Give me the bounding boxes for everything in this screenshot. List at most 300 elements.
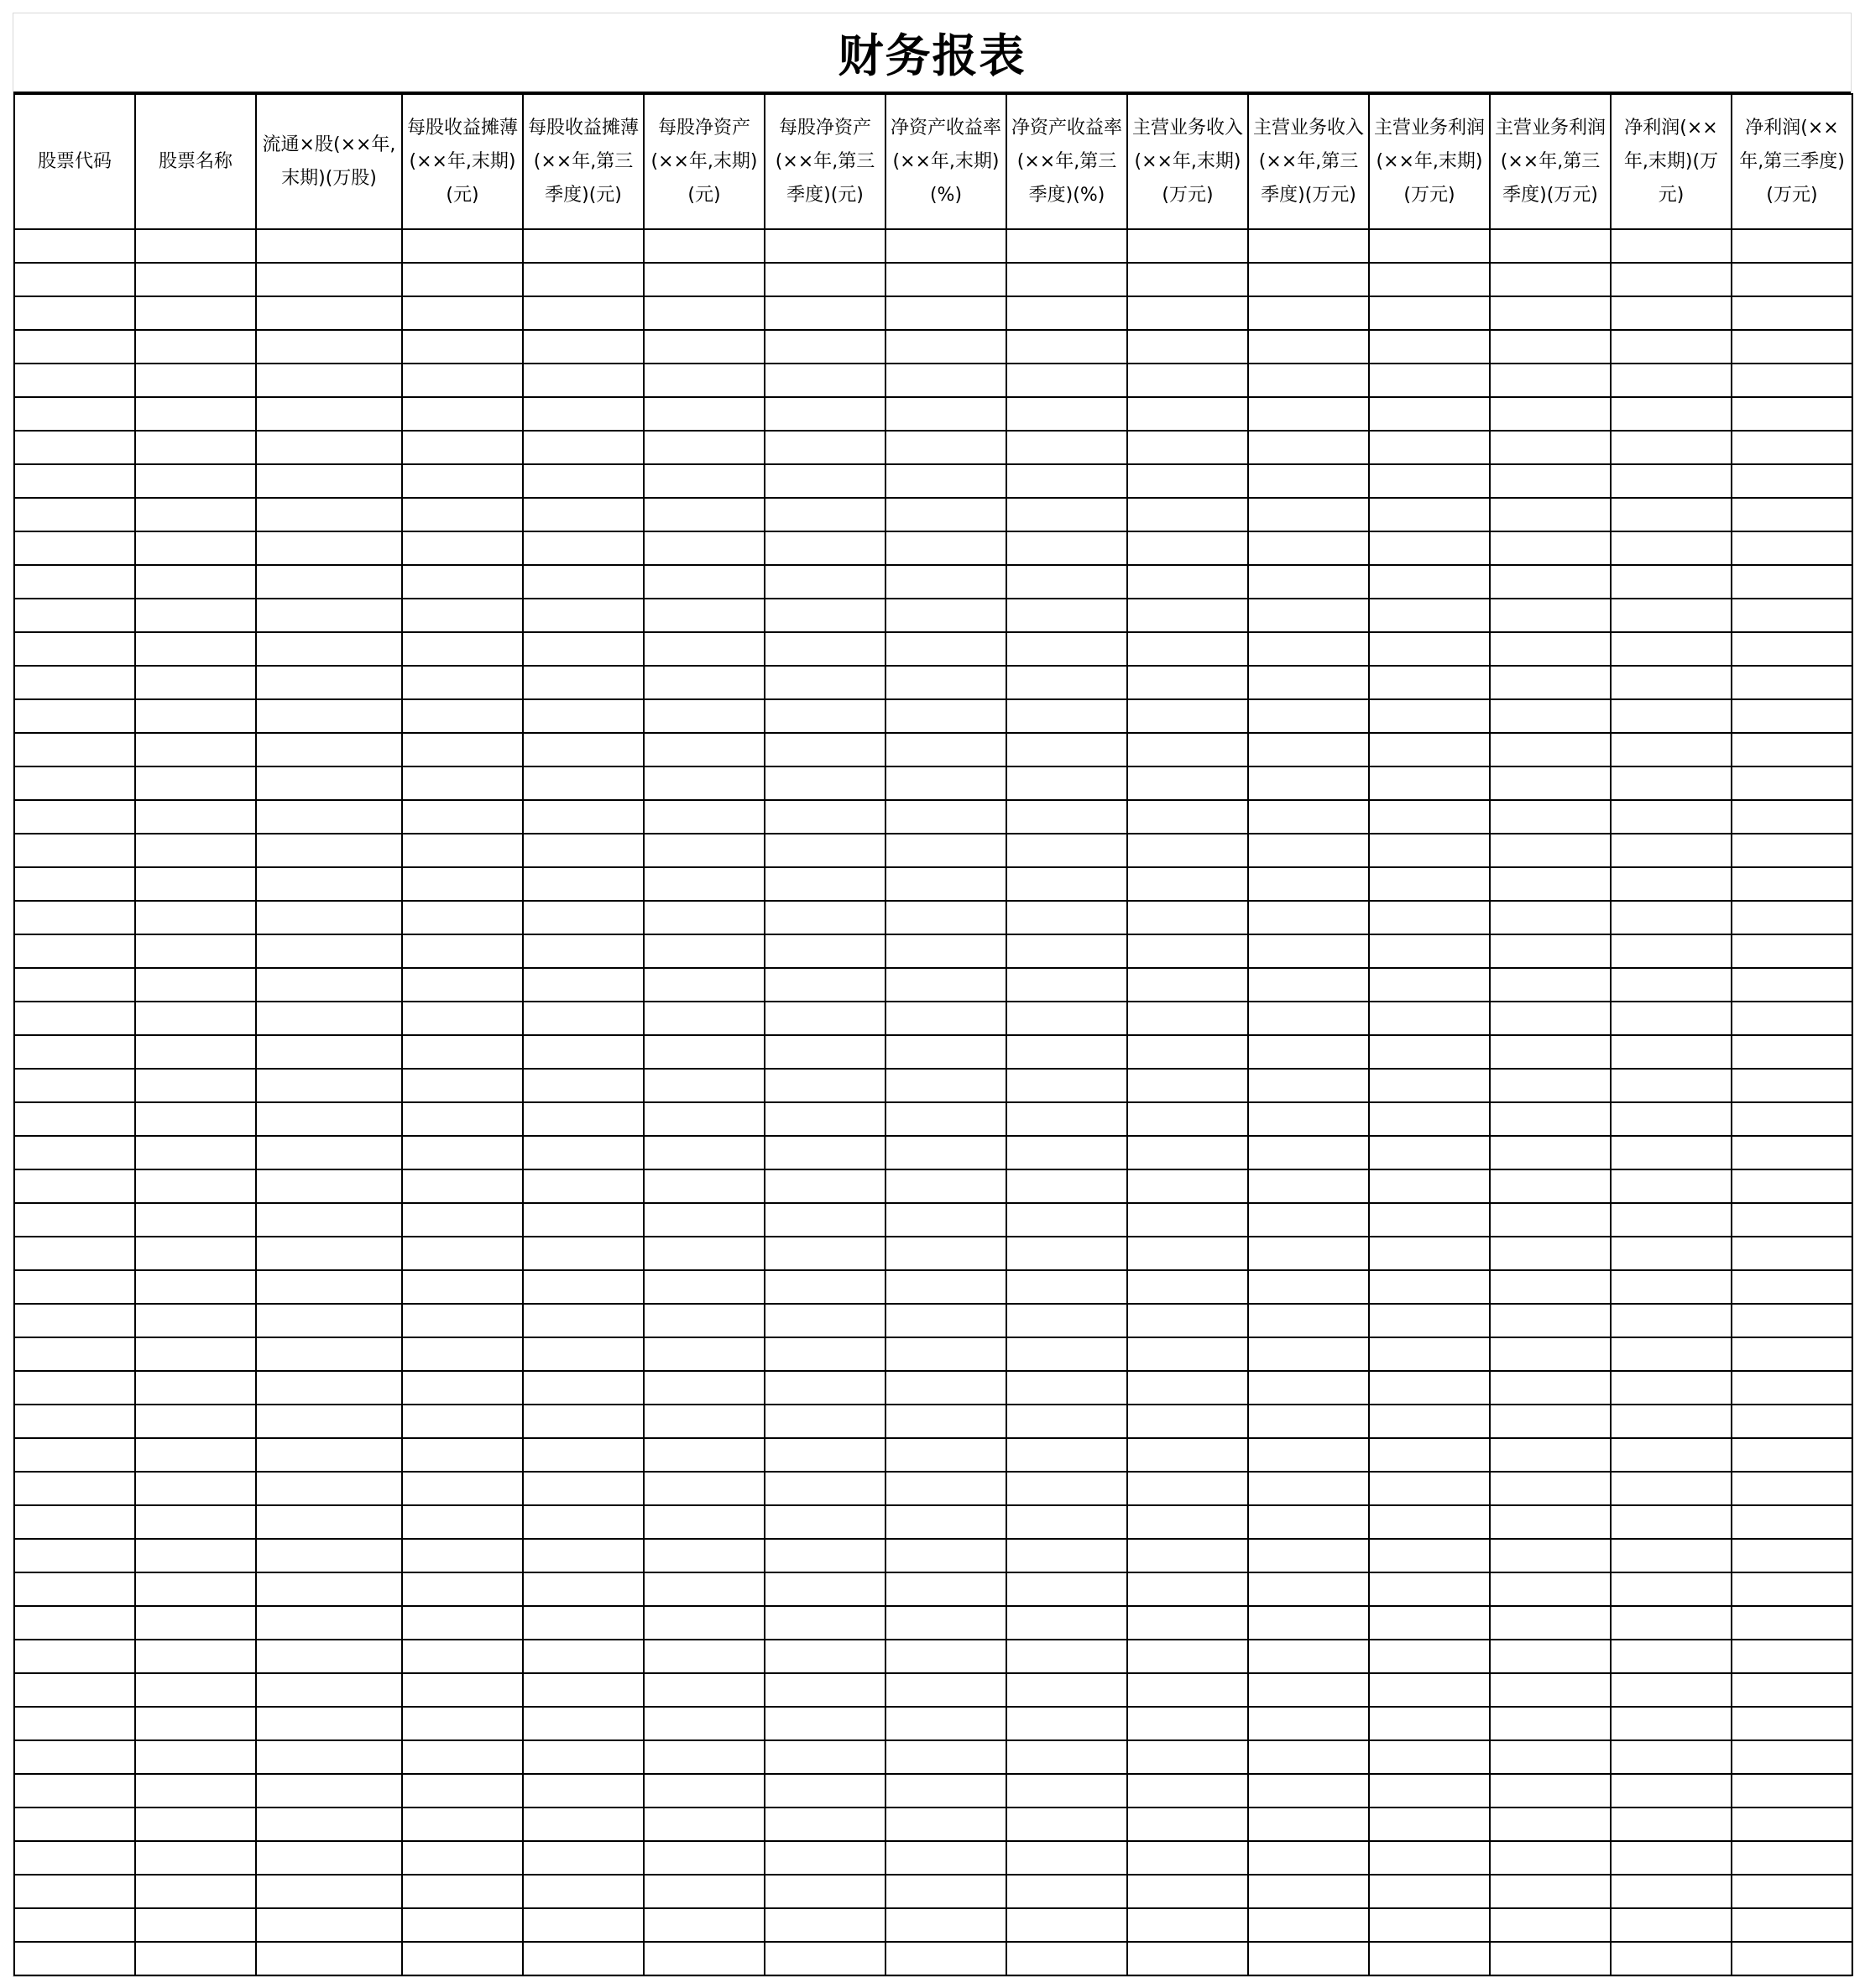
table-cell[interactable]: [1127, 968, 1248, 1002]
table-cell[interactable]: [1248, 901, 1369, 934]
table-cell[interactable]: [1369, 1841, 1490, 1875]
table-cell[interactable]: [14, 1740, 135, 1774]
table-cell[interactable]: [1127, 867, 1248, 901]
table-cell[interactable]: [1248, 1572, 1369, 1606]
table-cell[interactable]: [1248, 565, 1369, 599]
table-cell[interactable]: [1611, 330, 1732, 364]
table-cell[interactable]: [402, 1673, 523, 1707]
table-cell[interactable]: [644, 229, 765, 263]
table-cell[interactable]: [523, 699, 644, 733]
table-cell[interactable]: [402, 498, 523, 531]
table-cell[interactable]: [14, 1841, 135, 1875]
table-cell[interactable]: [885, 296, 1006, 330]
table-cell[interactable]: [1611, 1505, 1732, 1539]
table-cell[interactable]: [256, 1270, 402, 1304]
table-cell[interactable]: [1611, 1539, 1732, 1572]
table-cell[interactable]: [135, 733, 256, 766]
table-cell[interactable]: [135, 1337, 256, 1371]
table-cell[interactable]: [1006, 1069, 1127, 1102]
table-cell[interactable]: [135, 1035, 256, 1069]
table-cell[interactable]: [523, 1740, 644, 1774]
table-cell[interactable]: [402, 1875, 523, 1908]
table-cell[interactable]: [1732, 1572, 1852, 1606]
table-cell[interactable]: [1732, 1606, 1852, 1640]
table-cell[interactable]: [256, 263, 402, 296]
table-cell[interactable]: [14, 330, 135, 364]
table-cell[interactable]: [402, 1438, 523, 1472]
table-cell[interactable]: [14, 1774, 135, 1808]
table-cell[interactable]: [1369, 1169, 1490, 1203]
table-cell[interactable]: [1490, 1270, 1611, 1304]
table-cell[interactable]: [1490, 1740, 1611, 1774]
table-cell[interactable]: [1490, 800, 1611, 834]
table-cell[interactable]: [135, 1640, 256, 1673]
table-cell[interactable]: [1611, 733, 1732, 766]
table-cell[interactable]: [523, 901, 644, 934]
table-cell[interactable]: [1369, 733, 1490, 766]
table-cell[interactable]: [1248, 263, 1369, 296]
table-cell[interactable]: [1248, 1069, 1369, 1102]
table-cell[interactable]: [885, 1035, 1006, 1069]
table-cell[interactable]: [1248, 229, 1369, 263]
table-cell[interactable]: [1490, 834, 1611, 867]
table-cell[interactable]: [885, 1640, 1006, 1673]
table-cell[interactable]: [1732, 1438, 1852, 1472]
table-cell[interactable]: [14, 565, 135, 599]
table-cell[interactable]: [1732, 565, 1852, 599]
table-cell[interactable]: [885, 968, 1006, 1002]
table-cell[interactable]: [256, 934, 402, 968]
table-cell[interactable]: [256, 431, 402, 464]
table-cell[interactable]: [256, 464, 402, 498]
table-cell[interactable]: [402, 901, 523, 934]
table-cell[interactable]: [765, 1539, 885, 1572]
table-cell[interactable]: [644, 834, 765, 867]
table-cell[interactable]: [1248, 1035, 1369, 1069]
table-cell[interactable]: [644, 1337, 765, 1371]
table-cell[interactable]: [523, 1841, 644, 1875]
table-cell[interactable]: [1732, 498, 1852, 531]
table-cell[interactable]: [1490, 1472, 1611, 1505]
table-cell[interactable]: [256, 1337, 402, 1371]
table-cell[interactable]: [256, 1673, 402, 1707]
table-cell[interactable]: [1006, 263, 1127, 296]
table-cell[interactable]: [1732, 1707, 1852, 1740]
table-cell[interactable]: [885, 1942, 1006, 1975]
table-cell[interactable]: [644, 1069, 765, 1102]
table-cell[interactable]: [885, 1505, 1006, 1539]
table-cell[interactable]: [523, 1203, 644, 1237]
table-cell[interactable]: [1127, 1203, 1248, 1237]
table-cell[interactable]: [135, 1841, 256, 1875]
table-cell[interactable]: [1127, 1640, 1248, 1673]
table-cell[interactable]: [1611, 800, 1732, 834]
table-cell[interactable]: [1732, 1136, 1852, 1169]
table-cell[interactable]: [1369, 901, 1490, 934]
table-cell[interactable]: [1248, 1740, 1369, 1774]
table-cell[interactable]: [1248, 1237, 1369, 1270]
table-cell[interactable]: [135, 1572, 256, 1606]
table-cell[interactable]: [1611, 397, 1732, 431]
table-cell[interactable]: [1006, 968, 1127, 1002]
table-cell[interactable]: [885, 666, 1006, 699]
table-cell[interactable]: [256, 1808, 402, 1841]
table-cell[interactable]: [402, 1337, 523, 1371]
table-cell[interactable]: [135, 1270, 256, 1304]
table-cell[interactable]: [1732, 766, 1852, 800]
table-cell[interactable]: [135, 531, 256, 565]
table-cell[interactable]: [14, 1069, 135, 1102]
table-cell[interactable]: [14, 296, 135, 330]
table-cell[interactable]: [523, 1908, 644, 1942]
table-cell[interactable]: [1369, 330, 1490, 364]
table-cell[interactable]: [1127, 1505, 1248, 1539]
table-cell[interactable]: [402, 800, 523, 834]
table-cell[interactable]: [523, 330, 644, 364]
table-cell[interactable]: [765, 1035, 885, 1069]
table-cell[interactable]: [256, 364, 402, 397]
table-cell[interactable]: [14, 1405, 135, 1438]
table-cell[interactable]: [644, 1673, 765, 1707]
table-cell[interactable]: [1248, 1808, 1369, 1841]
table-cell[interactable]: [1732, 397, 1852, 431]
table-cell[interactable]: [1611, 1774, 1732, 1808]
table-cell[interactable]: [1248, 834, 1369, 867]
table-cell[interactable]: [1490, 1572, 1611, 1606]
table-cell[interactable]: [523, 1606, 644, 1640]
table-cell[interactable]: [1006, 1002, 1127, 1035]
table-cell[interactable]: [644, 1136, 765, 1169]
table-cell[interactable]: [14, 531, 135, 565]
table-cell[interactable]: [1369, 1908, 1490, 1942]
table-cell[interactable]: [644, 1371, 765, 1405]
table-cell[interactable]: [885, 1707, 1006, 1740]
table-cell[interactable]: [644, 666, 765, 699]
table-cell[interactable]: [1127, 1438, 1248, 1472]
table-cell[interactable]: [1732, 330, 1852, 364]
table-cell[interactable]: [765, 1908, 885, 1942]
table-cell[interactable]: [256, 1572, 402, 1606]
table-cell[interactable]: [765, 1841, 885, 1875]
table-cell[interactable]: [1369, 867, 1490, 901]
table-cell[interactable]: [644, 1304, 765, 1337]
table-cell[interactable]: [14, 901, 135, 934]
table-cell[interactable]: [1006, 364, 1127, 397]
table-cell[interactable]: [135, 934, 256, 968]
table-cell[interactable]: [885, 1438, 1006, 1472]
table-cell[interactable]: [765, 666, 885, 699]
table-cell[interactable]: [1248, 1405, 1369, 1438]
table-cell[interactable]: [1732, 531, 1852, 565]
table-cell[interactable]: [14, 1640, 135, 1673]
table-cell[interactable]: [1248, 1002, 1369, 1035]
table-cell[interactable]: [1127, 1740, 1248, 1774]
table-cell[interactable]: [1006, 1908, 1127, 1942]
table-cell[interactable]: [644, 1169, 765, 1203]
table-cell[interactable]: [523, 766, 644, 800]
table-cell[interactable]: [885, 364, 1006, 397]
table-cell[interactable]: [1611, 431, 1732, 464]
table-cell[interactable]: [1732, 364, 1852, 397]
table-cell[interactable]: [1732, 1908, 1852, 1942]
table-cell[interactable]: [765, 498, 885, 531]
table-cell[interactable]: [135, 1203, 256, 1237]
table-cell[interactable]: [1006, 229, 1127, 263]
table-cell[interactable]: [14, 934, 135, 968]
table-cell[interactable]: [402, 1136, 523, 1169]
table-cell[interactable]: [765, 1102, 885, 1136]
table-cell[interactable]: [1490, 1640, 1611, 1673]
table-cell[interactable]: [135, 1169, 256, 1203]
table-cell[interactable]: [644, 1472, 765, 1505]
table-cell[interactable]: [1006, 397, 1127, 431]
table-cell[interactable]: [14, 733, 135, 766]
table-cell[interactable]: [765, 330, 885, 364]
table-cell[interactable]: [885, 1908, 1006, 1942]
table-cell[interactable]: [885, 901, 1006, 934]
table-cell[interactable]: [1611, 901, 1732, 934]
table-cell[interactable]: [523, 1405, 644, 1438]
table-cell[interactable]: [765, 1875, 885, 1908]
table-cell[interactable]: [256, 1875, 402, 1908]
table-cell[interactable]: [1369, 1740, 1490, 1774]
table-cell[interactable]: [1732, 1539, 1852, 1572]
table-cell[interactable]: [14, 968, 135, 1002]
table-cell[interactable]: [523, 1640, 644, 1673]
table-cell[interactable]: [256, 1774, 402, 1808]
table-cell[interactable]: [14, 834, 135, 867]
table-cell[interactable]: [765, 1270, 885, 1304]
table-cell[interactable]: [14, 1169, 135, 1203]
table-cell[interactable]: [1248, 1606, 1369, 1640]
table-cell[interactable]: [1248, 330, 1369, 364]
table-cell[interactable]: [1732, 1740, 1852, 1774]
table-cell[interactable]: [256, 1640, 402, 1673]
table-cell[interactable]: [765, 1405, 885, 1438]
table-cell[interactable]: [644, 901, 765, 934]
table-cell[interactable]: [1248, 1942, 1369, 1975]
table-cell[interactable]: [402, 1203, 523, 1237]
table-cell[interactable]: [1611, 867, 1732, 901]
table-cell[interactable]: [1490, 1942, 1611, 1975]
table-cell[interactable]: [885, 1102, 1006, 1136]
table-cell[interactable]: [765, 1169, 885, 1203]
table-cell[interactable]: [1611, 1337, 1732, 1371]
table-cell[interactable]: [1732, 1405, 1852, 1438]
table-cell[interactable]: [644, 1572, 765, 1606]
table-cell[interactable]: [1127, 1572, 1248, 1606]
table-cell[interactable]: [14, 397, 135, 431]
table-cell[interactable]: [1732, 464, 1852, 498]
table-cell[interactable]: [1369, 1572, 1490, 1606]
table-cell[interactable]: [1490, 1405, 1611, 1438]
table-cell[interactable]: [1490, 1069, 1611, 1102]
table-cell[interactable]: [135, 1673, 256, 1707]
table-cell[interactable]: [402, 1572, 523, 1606]
table-cell[interactable]: [256, 565, 402, 599]
table-cell[interactable]: [135, 834, 256, 867]
table-cell[interactable]: [1006, 1304, 1127, 1337]
table-cell[interactable]: [1248, 1102, 1369, 1136]
table-cell[interactable]: [135, 599, 256, 632]
table-cell[interactable]: [644, 599, 765, 632]
table-cell[interactable]: [1611, 565, 1732, 599]
table-cell[interactable]: [256, 1505, 402, 1539]
table-cell[interactable]: [1127, 1673, 1248, 1707]
table-cell[interactable]: [1732, 901, 1852, 934]
table-cell[interactable]: [402, 1270, 523, 1304]
table-cell[interactable]: [1248, 968, 1369, 1002]
table-cell[interactable]: [1732, 1875, 1852, 1908]
table-cell[interactable]: [523, 1505, 644, 1539]
table-cell[interactable]: [402, 431, 523, 464]
table-cell[interactable]: [765, 1002, 885, 1035]
table-cell[interactable]: [885, 1405, 1006, 1438]
table-cell[interactable]: [402, 1002, 523, 1035]
table-cell[interactable]: [256, 330, 402, 364]
table-cell[interactable]: [1006, 1707, 1127, 1740]
table-cell[interactable]: [135, 565, 256, 599]
table-cell[interactable]: [1490, 364, 1611, 397]
table-cell[interactable]: [644, 1808, 765, 1841]
table-cell[interactable]: [402, 666, 523, 699]
table-cell[interactable]: [135, 1740, 256, 1774]
table-cell[interactable]: [1369, 397, 1490, 431]
table-cell[interactable]: [256, 1942, 402, 1975]
table-cell[interactable]: [1732, 1270, 1852, 1304]
table-cell[interactable]: [1611, 1875, 1732, 1908]
table-cell[interactable]: [135, 1875, 256, 1908]
table-cell[interactable]: [1611, 1237, 1732, 1270]
table-cell[interactable]: [1127, 431, 1248, 464]
table-cell[interactable]: [885, 1270, 1006, 1304]
table-cell[interactable]: [765, 1438, 885, 1472]
table-cell[interactable]: [1732, 968, 1852, 1002]
table-cell[interactable]: [1248, 397, 1369, 431]
table-cell[interactable]: [1127, 1539, 1248, 1572]
table-cell[interactable]: [14, 867, 135, 901]
table-cell[interactable]: [1611, 1606, 1732, 1640]
table-cell[interactable]: [1006, 766, 1127, 800]
table-cell[interactable]: [765, 901, 885, 934]
table-cell[interactable]: [135, 1102, 256, 1136]
table-cell[interactable]: [1369, 1337, 1490, 1371]
table-cell[interactable]: [402, 1505, 523, 1539]
table-cell[interactable]: [523, 1673, 644, 1707]
table-cell[interactable]: [1127, 1908, 1248, 1942]
table-cell[interactable]: [135, 1371, 256, 1405]
table-cell[interactable]: [523, 1136, 644, 1169]
table-cell[interactable]: [1127, 263, 1248, 296]
table-cell[interactable]: [765, 1337, 885, 1371]
table-cell[interactable]: [885, 1237, 1006, 1270]
table-cell[interactable]: [885, 1069, 1006, 1102]
table-cell[interactable]: [1369, 364, 1490, 397]
table-cell[interactable]: [256, 1841, 402, 1875]
table-cell[interactable]: [885, 800, 1006, 834]
table-cell[interactable]: [1127, 666, 1248, 699]
table-cell[interactable]: [1006, 901, 1127, 934]
table-cell[interactable]: [885, 464, 1006, 498]
table-cell[interactable]: [644, 699, 765, 733]
table-cell[interactable]: [1006, 699, 1127, 733]
table-cell[interactable]: [1127, 1472, 1248, 1505]
table-cell[interactable]: [765, 968, 885, 1002]
table-cell[interactable]: [1611, 1438, 1732, 1472]
table-cell[interactable]: [402, 397, 523, 431]
table-cell[interactable]: [1369, 1774, 1490, 1808]
table-cell[interactable]: [1127, 901, 1248, 934]
table-cell[interactable]: [1127, 531, 1248, 565]
table-cell[interactable]: [523, 733, 644, 766]
table-cell[interactable]: [1369, 1640, 1490, 1673]
table-cell[interactable]: [14, 1136, 135, 1169]
table-cell[interactable]: [14, 1942, 135, 1975]
table-cell[interactable]: [1490, 1606, 1611, 1640]
table-cell[interactable]: [523, 498, 644, 531]
table-cell[interactable]: [885, 565, 1006, 599]
table-cell[interactable]: [1127, 1304, 1248, 1337]
table-cell[interactable]: [765, 1774, 885, 1808]
table-cell[interactable]: [256, 1002, 402, 1035]
table-cell[interactable]: [644, 867, 765, 901]
table-cell[interactable]: [644, 1102, 765, 1136]
table-cell[interactable]: [523, 464, 644, 498]
table-cell[interactable]: [402, 1102, 523, 1136]
table-cell[interactable]: [1732, 733, 1852, 766]
table-cell[interactable]: [765, 565, 885, 599]
table-cell[interactable]: [256, 498, 402, 531]
table-cell[interactable]: [256, 1203, 402, 1237]
table-cell[interactable]: [885, 1203, 1006, 1237]
table-cell[interactable]: [402, 766, 523, 800]
table-cell[interactable]: [256, 1169, 402, 1203]
table-cell[interactable]: [1490, 1337, 1611, 1371]
table-cell[interactable]: [402, 867, 523, 901]
table-cell[interactable]: [1490, 565, 1611, 599]
table-cell[interactable]: [765, 1640, 885, 1673]
table-cell[interactable]: [402, 364, 523, 397]
table-cell[interactable]: [885, 867, 1006, 901]
table-cell[interactable]: [1006, 666, 1127, 699]
table-cell[interactable]: [1369, 498, 1490, 531]
table-cell[interactable]: [14, 1539, 135, 1572]
table-cell[interactable]: [885, 1875, 1006, 1908]
table-cell[interactable]: [1369, 632, 1490, 666]
table-cell[interactable]: [1611, 531, 1732, 565]
table-cell[interactable]: [1006, 599, 1127, 632]
table-cell[interactable]: [1611, 1203, 1732, 1237]
table-cell[interactable]: [885, 1774, 1006, 1808]
table-cell[interactable]: [644, 1908, 765, 1942]
table-cell[interactable]: [1490, 1035, 1611, 1069]
table-cell[interactable]: [644, 364, 765, 397]
table-cell[interactable]: [765, 1808, 885, 1841]
table-cell[interactable]: [1006, 1572, 1127, 1606]
table-cell[interactable]: [1248, 431, 1369, 464]
table-cell[interactable]: [765, 1740, 885, 1774]
table-cell[interactable]: [1490, 531, 1611, 565]
table-cell[interactable]: [135, 1472, 256, 1505]
table-cell[interactable]: [1490, 431, 1611, 464]
table-cell[interactable]: [1248, 867, 1369, 901]
table-cell[interactable]: [1369, 1606, 1490, 1640]
table-cell[interactable]: [765, 1572, 885, 1606]
table-cell[interactable]: [1611, 766, 1732, 800]
table-cell[interactable]: [1127, 1270, 1248, 1304]
table-cell[interactable]: [1490, 968, 1611, 1002]
table-cell[interactable]: [765, 1069, 885, 1102]
